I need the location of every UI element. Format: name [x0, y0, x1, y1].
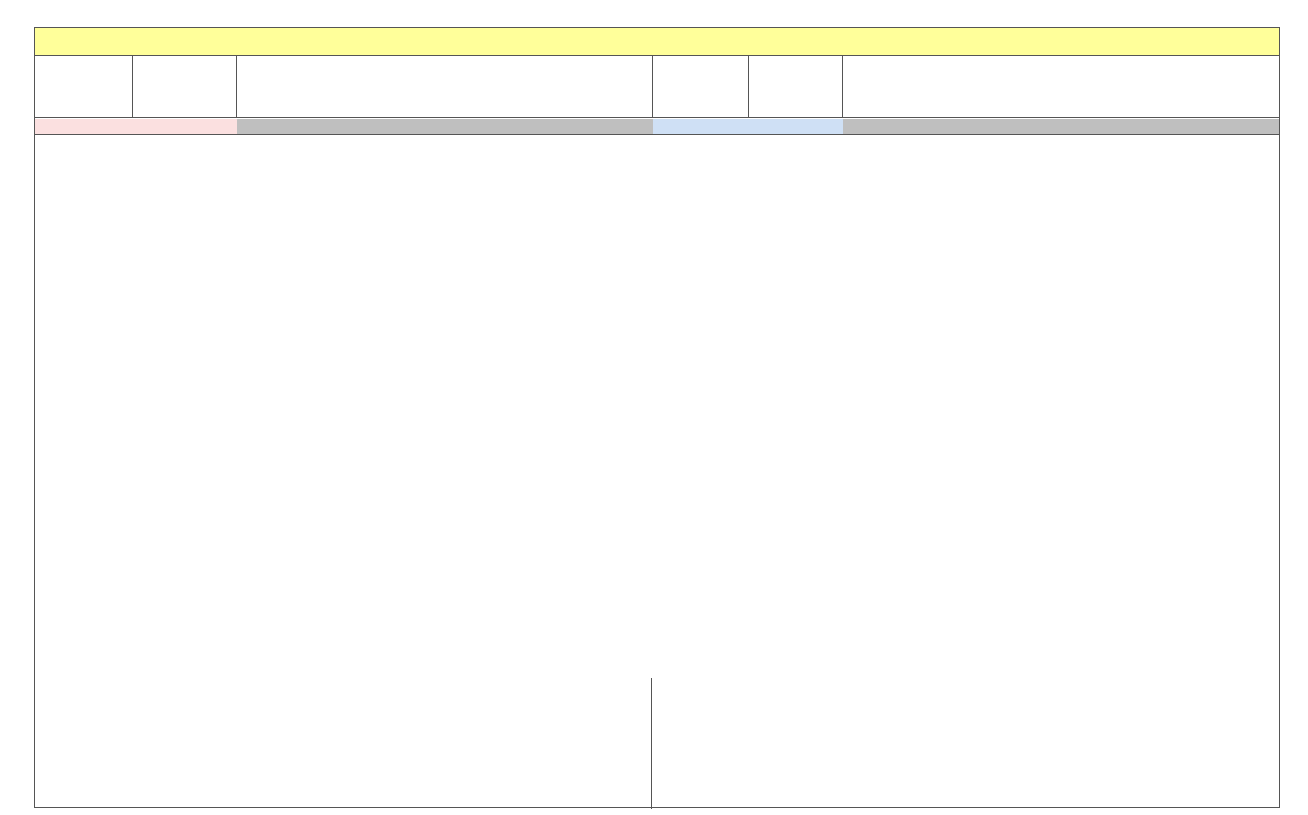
vowel-sounds-band	[35, 119, 237, 135]
alphabetic-code-chart	[34, 27, 1280, 808]
header-ipa-left	[35, 56, 133, 118]
header-ipa-right	[653, 56, 749, 118]
header-easy-right	[749, 56, 843, 118]
vowel-band-fill	[237, 119, 653, 135]
complexities-note	[35, 678, 652, 809]
header-graphemes-left	[237, 56, 653, 118]
header-easy-left	[133, 56, 237, 118]
chart-title	[35, 28, 1279, 56]
consonant-band-fill	[843, 119, 1279, 135]
consonant-sounds-band	[653, 119, 843, 135]
header-graphemes-right	[843, 56, 1279, 118]
